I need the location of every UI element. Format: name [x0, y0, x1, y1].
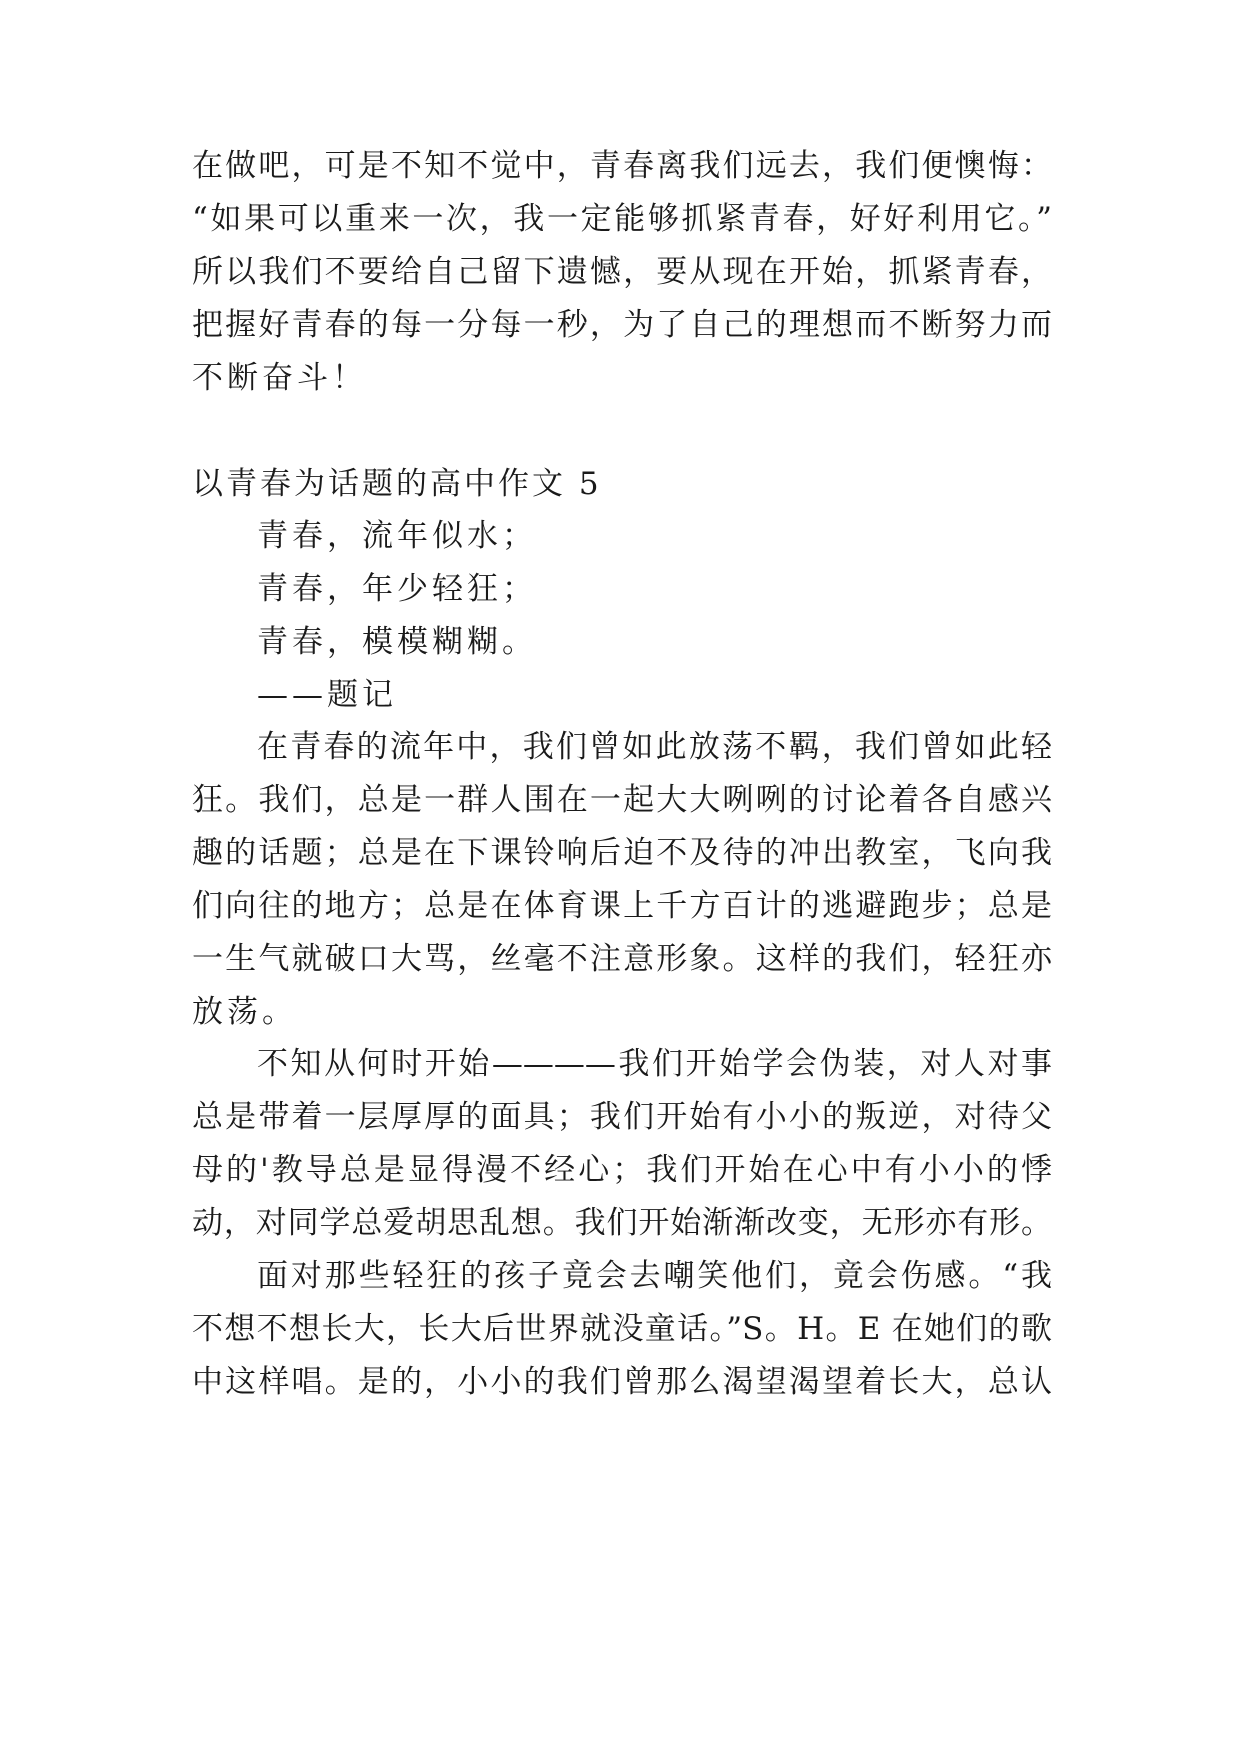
- paragraph-line: 动，对同学总爱胡思乱想。我们开始渐渐改变，无形亦有形。: [192, 1205, 1052, 1241]
- paragraph-line: 一生气就破口大骂，丝毫不注意形象。这样的我们，轻狂亦: [192, 941, 1052, 977]
- paragraph-line: 母的'教导总是显得漫不经心；我们开始在心中有小小的悸: [192, 1152, 1052, 1188]
- paragraph-line: 不想不想长大，长大后世界就没童话。”S。H。E 在她们的歌: [192, 1311, 1052, 1347]
- epigraph-line: 青春，模模糊糊。: [257, 624, 537, 660]
- section-title: 以青春为话题的高中作文 5: [192, 466, 602, 502]
- paragraph-line: 们向往的地方；总是在体育课上千方百计的逃避跑步；总是: [192, 888, 1052, 924]
- epigraph-line: 青春，年少轻狂；: [257, 571, 537, 607]
- paragraph-line: 总是带着一层厚厚的面具；我们开始有小小的叛逆，对待父: [192, 1099, 1052, 1135]
- paragraph-line: 不知从何时开始————我们开始学会伪装，对人对事: [257, 1046, 1052, 1082]
- continuation-line: 所以我们不要给自己留下遗憾，要从现在开始，抓紧青春，: [192, 254, 1052, 290]
- continuation-line: 把握好青春的每一分每一秒，为了自己的理想而不断努力而: [192, 307, 1052, 343]
- continuation-line: 不断奋斗！: [192, 360, 367, 396]
- paragraph-line: 趣的话题；总是在下课铃响后迫不及待的冲出教室，飞向我: [192, 835, 1052, 871]
- epigraph-line: 青春，流年似水；: [257, 518, 537, 554]
- paragraph-line: 放荡。: [192, 994, 297, 1030]
- epigraph-attribution: ——题记: [257, 677, 397, 713]
- paragraph-line: 在青春的流年中，我们曾如此放荡不羁，我们曾如此轻: [257, 729, 1052, 765]
- paragraph-line: 狂。我们，总是一群人围在一起大大咧咧的讨论着各自感兴: [192, 782, 1052, 818]
- paragraph-line: 中这样唱。是的，小小的我们曾那么渴望渴望着长大，总认: [192, 1364, 1052, 1400]
- paragraph-line: 面对那些轻狂的孩子竟会去嘲笑他们，竟会伤感。“我: [257, 1258, 1052, 1294]
- continuation-line: “如果可以重来一次，我一定能够抓紧青春，好好利用它。”: [192, 201, 1052, 237]
- continuation-line: 在做吧，可是不知不觉中，青春离我们远去，我们便懊悔：: [192, 148, 1052, 184]
